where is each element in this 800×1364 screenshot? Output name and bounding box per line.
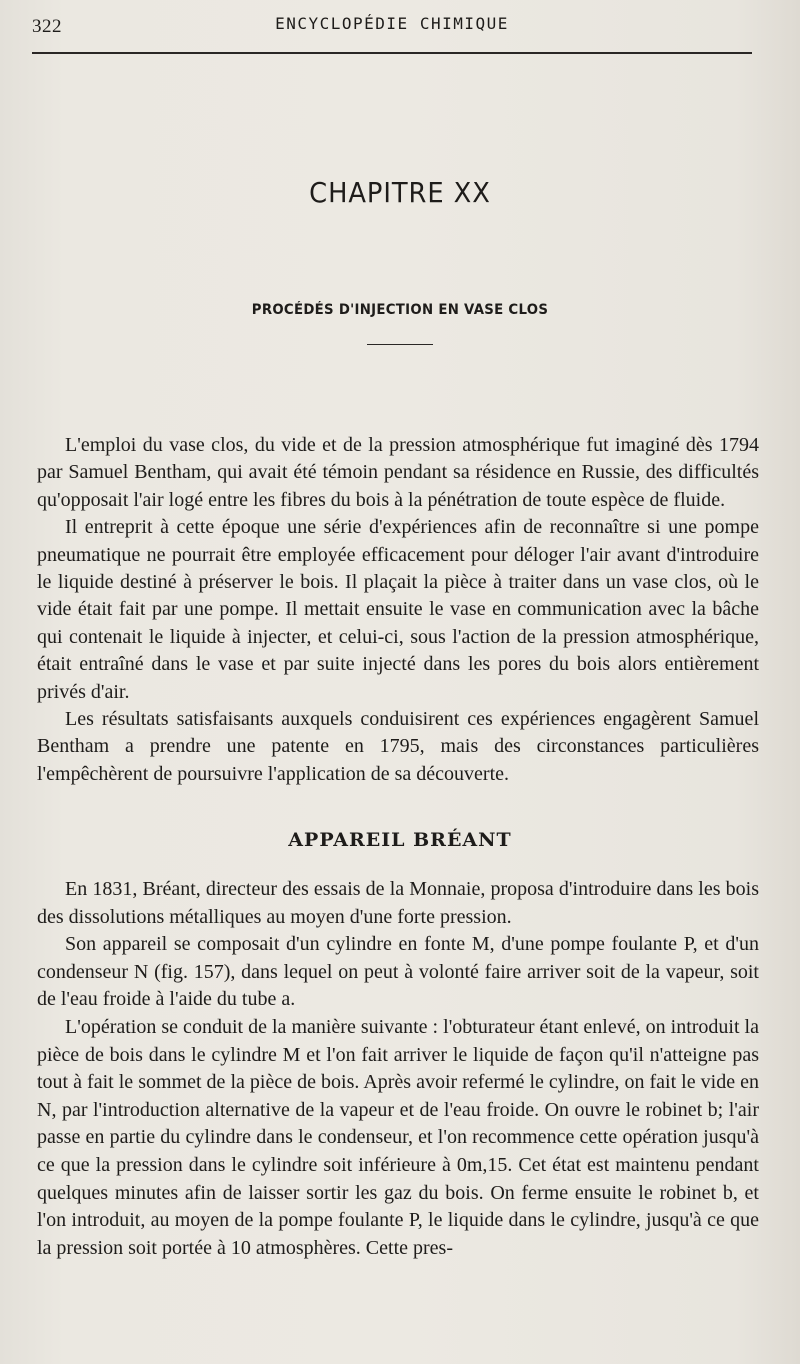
paragraph: L'opération se conduit de la manière suivante : l'obturateur étant enlevé, on introduit la pièce de bois dans le cylindre M et l'on fait arriver le liquide de façon qu'il n'atteigne pas tout à fait le sommet de la pièce de bois. Après avoir refermé le cylindre, on fait le vide en N, par l'introduction alternative de la vapeur et de l'eau froide. On ouvre le robinet b; l'air passe en partie du cylindre dans le condenseur, et l'on recommence cette opération jusqu'à ce que la pression dans le cylindre soit inférieure à 0m,15. Cet état est maintenu pendant quelques minutes afin de laisser sortir les gaz du bois. On ferme ensuite le robinet b, et l'on introduit, au moyen de la pompe foulante P, le liquide dans le cylindre, jusqu'à ce que la pression soit portée à 10 atmosphères. Cette pres- bbox=[37, 1015, 759, 1259]
paragraph: Les résultats satisfaisants auxquels conduisirent ces expériences engagèrent Samuel Bentham a prendre une patente en 1795, mais des circonstances particulières l'empêchèrent de poursuivre l'application de sa découverte. bbox=[37, 708, 759, 785]
running-title: ENCYCLOPÉDIE CHIMIQUE bbox=[275, 14, 509, 33]
paragraph: En 1831, Bréant, directeur des essais de la Monnaie, proposa d'introduire dans les bois des dissolutions métalliques au moyen d'une forte pression. bbox=[37, 878, 759, 928]
section-text bbox=[37, 876, 759, 1262]
chapter-subtitle: PROCÉDÉS D'INJECTION EN VASE CLOS bbox=[251, 302, 549, 318]
section-heading: APPAREIL BRÉANT bbox=[288, 829, 512, 851]
header-rule bbox=[32, 52, 752, 54]
paragraph: Son appareil se composait d'un cylindre en fonte M, d'une pompe foulante P, et d'un condenseur N (fig. 157), dans lequel on peut à volonté faire arriver soit de la vapeur, soit de l'eau froide à l'aide du tube a. bbox=[37, 933, 759, 1011]
chapter-divider bbox=[367, 344, 433, 345]
chapter-title: CHAPITRE XX bbox=[309, 176, 491, 209]
intro-text bbox=[37, 432, 759, 788]
paragraph: Il entreprit à cette époque une série d'expériences afin de reconnaître si une pompe pneumatique ne pourrait être employée efficacement pour déloger l'air avant d'introduire le liquide destiné à préserver le bois. Il plaçait la pièce à traiter dans un vase clos, où le vide était fait par une pompe. Il mettait ensuite le vase en communication avec la bâche qui contenait le liquide à injecter, et celui-ci, sous l'action de la pression atmosphérique, était entraîné dans le vase et par suite injecté dans les pores du bois alors entièrement privés d'air. bbox=[37, 516, 759, 703]
page-number: 322 bbox=[32, 16, 62, 37]
paragraph: L'emploi du vase clos, du vide et de la pression atmosphérique fut imaginé dès 1794 par Samuel Bentham, qui avait été témoin pendant sa résidence en Russie, des difficultés qu'opposait l'air logé entre les fibres du bois à la pénétration de toute espèce de fluide. bbox=[37, 434, 759, 511]
page-header bbox=[32, 14, 752, 40]
